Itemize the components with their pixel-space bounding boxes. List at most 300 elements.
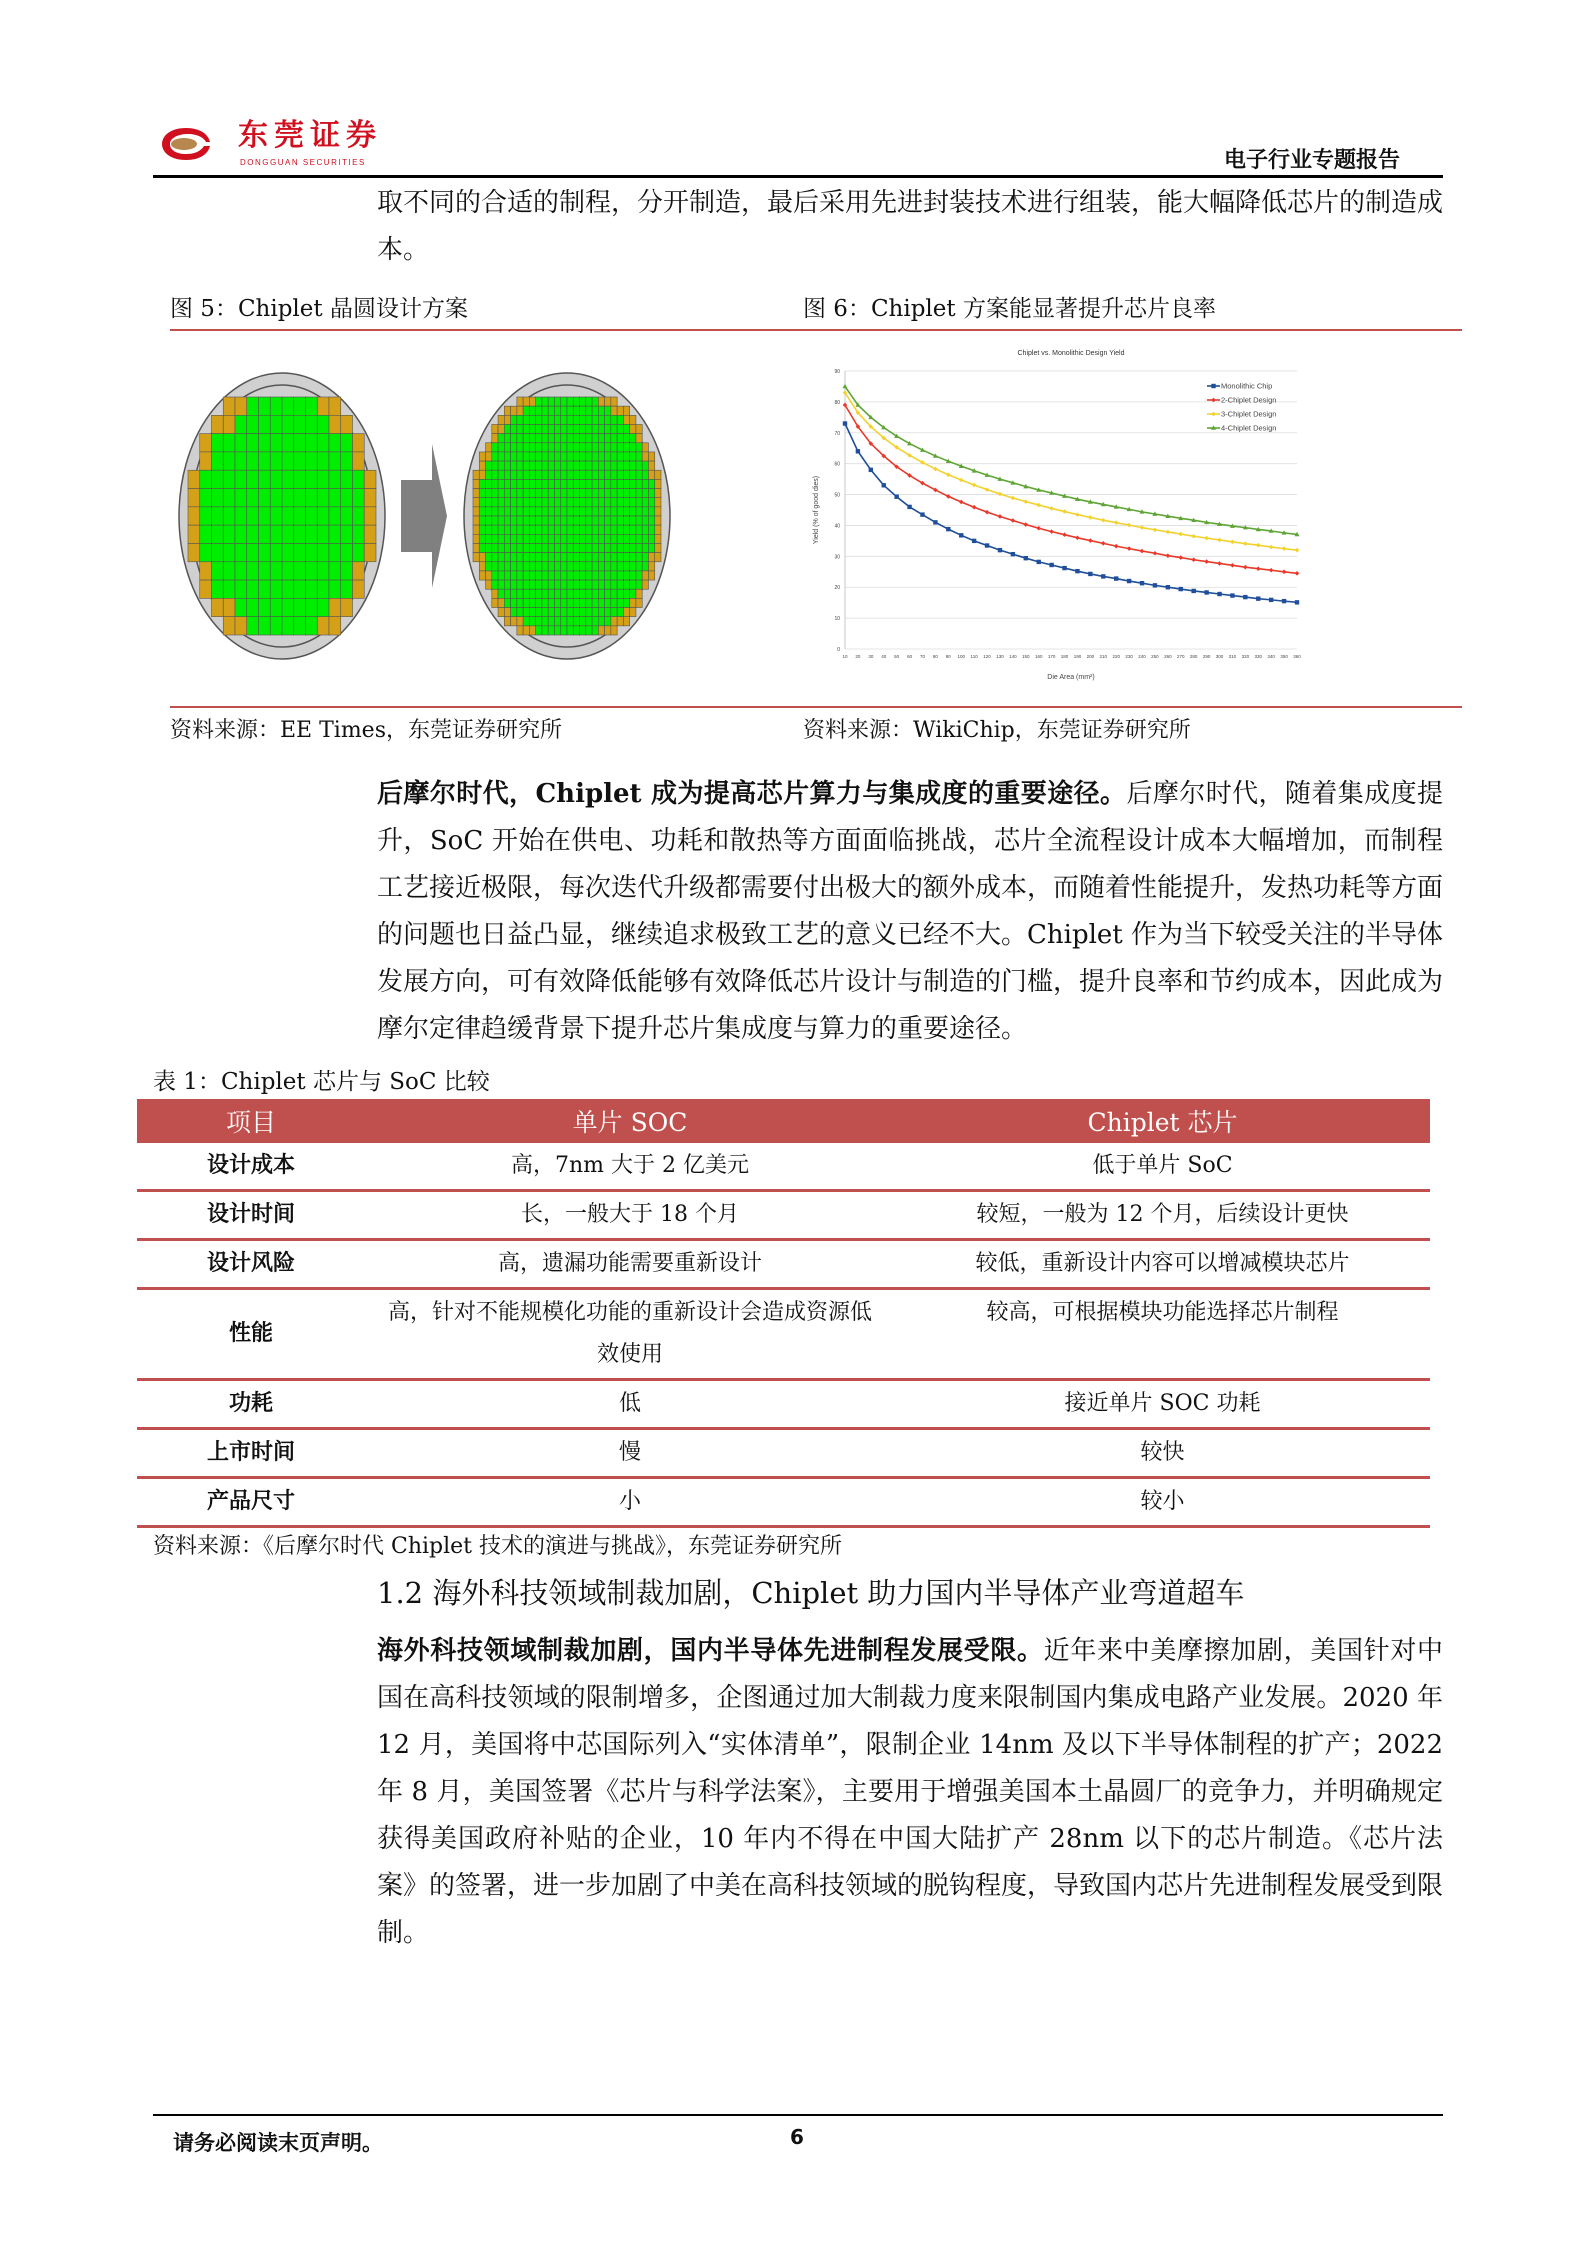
good-die: [523, 489, 529, 498]
good-die: [561, 580, 567, 589]
good-die: [317, 562, 329, 580]
good-die: [598, 470, 604, 479]
good-die: [561, 598, 567, 607]
good-die: [586, 543, 592, 552]
partial-die: [623, 406, 629, 415]
table-source: 资料来源：《后摩尔时代 Chiplet 技术的演进与挑战》，东莞证券研究所: [153, 1534, 843, 1559]
good-die: [259, 598, 271, 616]
partial-die: [353, 580, 365, 598]
partial-die: [235, 617, 247, 635]
good-die: [580, 424, 586, 433]
good-die: [623, 525, 629, 534]
good-die: [542, 553, 548, 562]
good-die: [617, 479, 623, 488]
good-die: [617, 516, 623, 525]
good-die: [567, 598, 573, 607]
good-die: [282, 617, 294, 635]
good-die: [511, 434, 517, 443]
good-die: [294, 598, 306, 616]
good-die: [548, 461, 554, 470]
row-label: 上市时间: [137, 1429, 365, 1478]
good-die: [529, 543, 535, 552]
good-die: [548, 443, 554, 452]
good-die: [511, 424, 517, 433]
good-die: [623, 589, 629, 598]
partial-die: [223, 598, 235, 616]
good-die: [294, 489, 306, 507]
good-die: [504, 424, 510, 433]
good-die: [642, 553, 648, 562]
good-die: [492, 507, 498, 516]
good-die: [617, 470, 623, 479]
good-die: [223, 470, 235, 488]
good-die: [329, 507, 341, 525]
good-die: [623, 598, 629, 607]
partial-die: [479, 553, 485, 562]
good-die: [586, 470, 592, 479]
good-die: [498, 562, 504, 571]
good-die: [259, 580, 271, 598]
good-die: [492, 525, 498, 534]
good-die: [517, 553, 523, 562]
good-die: [235, 470, 247, 488]
good-die: [561, 553, 567, 562]
partial-die: [517, 397, 523, 406]
good-die: [617, 461, 623, 470]
good-die: [306, 598, 318, 616]
good-die: [498, 470, 504, 479]
good-die: [580, 617, 586, 626]
good-die: [529, 525, 535, 534]
good-die: [648, 507, 654, 516]
good-die: [573, 470, 579, 479]
good-die: [317, 525, 329, 543]
row-label: 功耗: [137, 1380, 365, 1429]
y-tick-label: 30: [834, 554, 840, 561]
good-die: [573, 397, 579, 406]
good-die: [586, 571, 592, 580]
partial-die: [642, 443, 648, 452]
good-die: [498, 553, 504, 562]
good-die: [235, 415, 247, 433]
good-die: [605, 534, 611, 543]
good-die: [573, 589, 579, 598]
good-die: [548, 434, 554, 443]
good-die: [561, 543, 567, 552]
figure6-source: 资料来源：WikiChip，东莞证券研究所: [803, 718, 1191, 743]
good-die: [642, 534, 648, 543]
good-die: [212, 580, 224, 598]
good-die: [586, 507, 592, 516]
good-die: [282, 397, 294, 415]
good-die: [598, 553, 604, 562]
good-die: [247, 507, 259, 525]
table-row: [137, 1380, 1430, 1429]
good-die: [561, 461, 567, 470]
good-die: [317, 434, 329, 452]
partial-die: [630, 598, 636, 607]
partial-die: [200, 434, 212, 452]
good-die: [523, 571, 529, 580]
good-die: [573, 525, 579, 534]
partial-die: [630, 415, 636, 424]
good-die: [642, 479, 648, 488]
good-die: [542, 626, 548, 635]
good-die: [561, 397, 567, 406]
y-tick-label: 60: [834, 461, 840, 468]
good-die: [294, 415, 306, 433]
data-point: [920, 512, 924, 516]
good-die: [580, 580, 586, 589]
good-die: [306, 507, 318, 525]
good-die: [511, 608, 517, 617]
good-die: [517, 516, 523, 525]
good-die: [486, 562, 492, 571]
good-die: [536, 553, 542, 562]
good-die: [306, 580, 318, 598]
good-die: [592, 571, 598, 580]
data-point: [1127, 579, 1131, 583]
data-point: [843, 421, 847, 425]
partial-die: [486, 571, 492, 580]
good-die: [270, 415, 282, 433]
good-die: [592, 397, 598, 406]
good-die: [567, 589, 573, 598]
good-die: [586, 580, 592, 589]
good-die: [247, 543, 259, 561]
good-die: [200, 507, 212, 525]
good-die: [329, 434, 341, 452]
good-die: [592, 516, 598, 525]
header-item: 项目: [137, 1099, 365, 1143]
good-die: [511, 479, 517, 488]
partial-die: [648, 553, 654, 562]
partial-die: [329, 617, 341, 635]
good-die: [592, 553, 598, 562]
good-die: [511, 525, 517, 534]
good-die: [529, 406, 535, 415]
data-point: [907, 505, 911, 509]
data-point: [1191, 589, 1195, 593]
good-die: [479, 498, 485, 507]
good-die: [623, 553, 629, 562]
good-die: [235, 434, 247, 452]
good-die: [586, 608, 592, 617]
good-die: [498, 479, 504, 488]
partial-die: [479, 562, 485, 571]
good-die: [561, 617, 567, 626]
good-die: [536, 626, 542, 635]
good-die: [567, 525, 573, 534]
good-die: [605, 580, 611, 589]
good-die: [259, 397, 271, 415]
good-die: [573, 580, 579, 589]
x-tick-label: 300: [1215, 654, 1224, 659]
good-die: [492, 553, 498, 562]
good-die: [523, 562, 529, 571]
good-die: [479, 534, 485, 543]
partial-die: [523, 626, 529, 635]
partial-die: [188, 489, 200, 507]
partial-die: [473, 489, 479, 498]
good-die: [586, 461, 592, 470]
wafer-design-figure: [160, 360, 800, 680]
partial-die: [504, 608, 510, 617]
good-die: [617, 580, 623, 589]
good-die: [536, 415, 542, 424]
good-die: [580, 498, 586, 507]
good-die: [592, 580, 598, 589]
good-die: [517, 608, 523, 617]
good-die: [573, 571, 579, 580]
good-die: [554, 443, 560, 452]
good-die: [561, 415, 567, 424]
good-die: [282, 470, 294, 488]
x-tick-label: 70: [919, 654, 925, 659]
good-die: [648, 479, 654, 488]
good-die: [270, 580, 282, 598]
partial-die: [473, 553, 479, 562]
good-die: [554, 534, 560, 543]
good-die: [554, 498, 560, 507]
good-die: [523, 452, 529, 461]
good-die: [611, 479, 617, 488]
x-tick-label: 150: [1022, 654, 1030, 659]
good-die: [329, 543, 341, 561]
good-die: [598, 443, 604, 452]
good-die: [306, 452, 318, 470]
partial-die: [617, 617, 623, 626]
data-point: [946, 527, 950, 531]
good-die: [586, 589, 592, 598]
good-die: [542, 470, 548, 479]
figure-top-rule: [170, 329, 1462, 331]
good-die: [329, 580, 341, 598]
figure5-source: 资料来源：EE Times，东莞证券研究所: [170, 718, 562, 743]
good-die: [329, 525, 341, 543]
partial-die: [479, 452, 485, 461]
figure-bottom-rule: [170, 706, 1462, 708]
good-die: [306, 543, 318, 561]
good-die: [611, 589, 617, 598]
good-die: [341, 525, 353, 543]
partial-die: [504, 617, 510, 626]
chiplet-cell: 较低，重新设计内容可以增减模块芯片: [895, 1240, 1430, 1289]
good-die: [642, 498, 648, 507]
data-point: [894, 495, 898, 499]
good-die: [247, 489, 259, 507]
good-die: [554, 406, 560, 415]
good-die: [200, 525, 212, 543]
partial-die: [523, 397, 529, 406]
good-die: [617, 434, 623, 443]
good-die: [517, 571, 523, 580]
good-die: [536, 470, 542, 479]
good-die: [567, 534, 573, 543]
data-point: [1243, 595, 1247, 599]
good-die: [642, 525, 648, 534]
good-die: [548, 479, 554, 488]
partial-die: [473, 470, 479, 479]
good-die: [630, 434, 636, 443]
data-point: [998, 548, 1002, 552]
good-die: [259, 434, 271, 452]
good-die: [498, 589, 504, 598]
good-die: [580, 434, 586, 443]
good-die: [554, 461, 560, 470]
partial-die: [598, 626, 604, 635]
soc-cell: 长，一般大于 18 个月: [365, 1191, 895, 1240]
good-die: [548, 598, 554, 607]
good-die: [247, 470, 259, 488]
good-die: [517, 470, 523, 479]
good-die: [630, 498, 636, 507]
good-die: [247, 434, 259, 452]
page-number: 6: [790, 2125, 804, 2149]
good-die: [580, 543, 586, 552]
good-die: [223, 489, 235, 507]
partial-die: [655, 489, 661, 498]
good-die: [529, 507, 535, 516]
good-die: [580, 562, 586, 571]
good-die: [623, 507, 629, 516]
good-die: [636, 580, 642, 589]
good-die: [542, 452, 548, 461]
data-point: [1269, 598, 1273, 602]
good-die: [636, 507, 642, 516]
good-die: [529, 534, 535, 543]
partial-die: [617, 406, 623, 415]
good-die: [504, 461, 510, 470]
good-die: [605, 498, 611, 507]
good-die: [223, 507, 235, 525]
good-die: [542, 489, 548, 498]
good-die: [598, 571, 604, 580]
good-die: [504, 489, 510, 498]
good-die: [498, 516, 504, 525]
good-die: [511, 543, 517, 552]
table-row: [137, 1478, 1430, 1527]
good-die: [317, 470, 329, 488]
good-die: [270, 507, 282, 525]
comparison-table: [137, 1099, 1430, 1528]
good-die: [282, 434, 294, 452]
good-die: [498, 461, 504, 470]
good-die: [294, 452, 306, 470]
good-die: [498, 543, 504, 552]
data-point: [1075, 569, 1079, 573]
good-die: [270, 489, 282, 507]
good-die: [504, 525, 510, 534]
good-die: [605, 608, 611, 617]
good-die: [306, 415, 318, 433]
partial-die: [498, 598, 504, 607]
good-die: [567, 571, 573, 580]
good-die: [548, 507, 554, 516]
data-point: [1024, 556, 1028, 560]
good-die: [573, 553, 579, 562]
good-die: [617, 525, 623, 534]
good-die: [294, 525, 306, 543]
good-die: [623, 470, 629, 479]
data-point: [985, 543, 989, 547]
good-die: [586, 525, 592, 534]
partial-die: [473, 516, 479, 525]
good-die: [504, 434, 510, 443]
good-die: [259, 562, 271, 580]
x-tick-label: 320: [1241, 654, 1250, 659]
good-die: [247, 598, 259, 616]
good-die: [223, 543, 235, 561]
good-die: [492, 516, 498, 525]
good-die: [573, 452, 579, 461]
good-die: [611, 608, 617, 617]
good-die: [605, 589, 611, 598]
good-die: [259, 543, 271, 561]
data-point: [1114, 576, 1118, 580]
good-die: [580, 507, 586, 516]
good-die: [580, 608, 586, 617]
good-die: [504, 534, 510, 543]
good-die: [598, 434, 604, 443]
x-tick-label: 120: [983, 654, 991, 659]
partial-die: [623, 415, 629, 424]
good-die: [567, 470, 573, 479]
good-die: [536, 589, 542, 598]
paragraph-2-body: 后摩尔时代，随着集成度提升，SoC 开始在供电、功耗和散热等方面面临挑战，芯片全流程设计成本大幅增加，而制程工艺接近极限，每次迭代升级都需要付出极大的额外成本，而随着性能提升，发热功耗等方面的问题也日益凸显，继续追求极致工艺的意义已经不大。Chiplet 作为当下较受关注的半导体发展方向，可有效降低能够有效降低芯片设计与制造的门槛，提升良率和节约成本，因此成为摩尔定律趋缓背景下提升芯片集成度与算力的重要途径。: [377, 779, 1444, 1044]
good-die: [486, 489, 492, 498]
good-die: [294, 562, 306, 580]
good-die: [605, 406, 611, 415]
good-die: [648, 525, 654, 534]
good-die: [247, 580, 259, 598]
good-die: [212, 562, 224, 580]
good-die: [306, 525, 318, 543]
good-die: [605, 443, 611, 452]
good-die: [536, 543, 542, 552]
good-die: [200, 543, 212, 561]
good-die: [611, 498, 617, 507]
good-die: [580, 479, 586, 488]
yield-chart: [800, 340, 1460, 700]
good-die: [548, 543, 554, 552]
good-die: [611, 580, 617, 589]
good-die: [270, 525, 282, 543]
good-die: [567, 626, 573, 635]
good-die: [498, 571, 504, 580]
table-caption: 表 1：Chiplet 芯片与 SoC 比较: [153, 1069, 490, 1095]
good-die: [542, 397, 548, 406]
good-die: [630, 534, 636, 543]
good-die: [511, 598, 517, 607]
good-die: [504, 470, 510, 479]
good-die: [523, 443, 529, 452]
data-point: [1153, 583, 1157, 587]
partial-die: [648, 562, 654, 571]
good-die: [223, 525, 235, 543]
data-point: [1179, 587, 1183, 591]
good-die: [561, 589, 567, 598]
partial-die: [479, 470, 485, 479]
x-tick-label: 20: [855, 654, 861, 659]
good-die: [561, 424, 567, 433]
good-die: [542, 589, 548, 598]
footer-divider: [153, 2114, 1443, 2116]
chiplet-cell: 较小: [895, 1478, 1430, 1527]
good-die: [548, 580, 554, 589]
good-die: [636, 489, 642, 498]
good-die: [479, 507, 485, 516]
